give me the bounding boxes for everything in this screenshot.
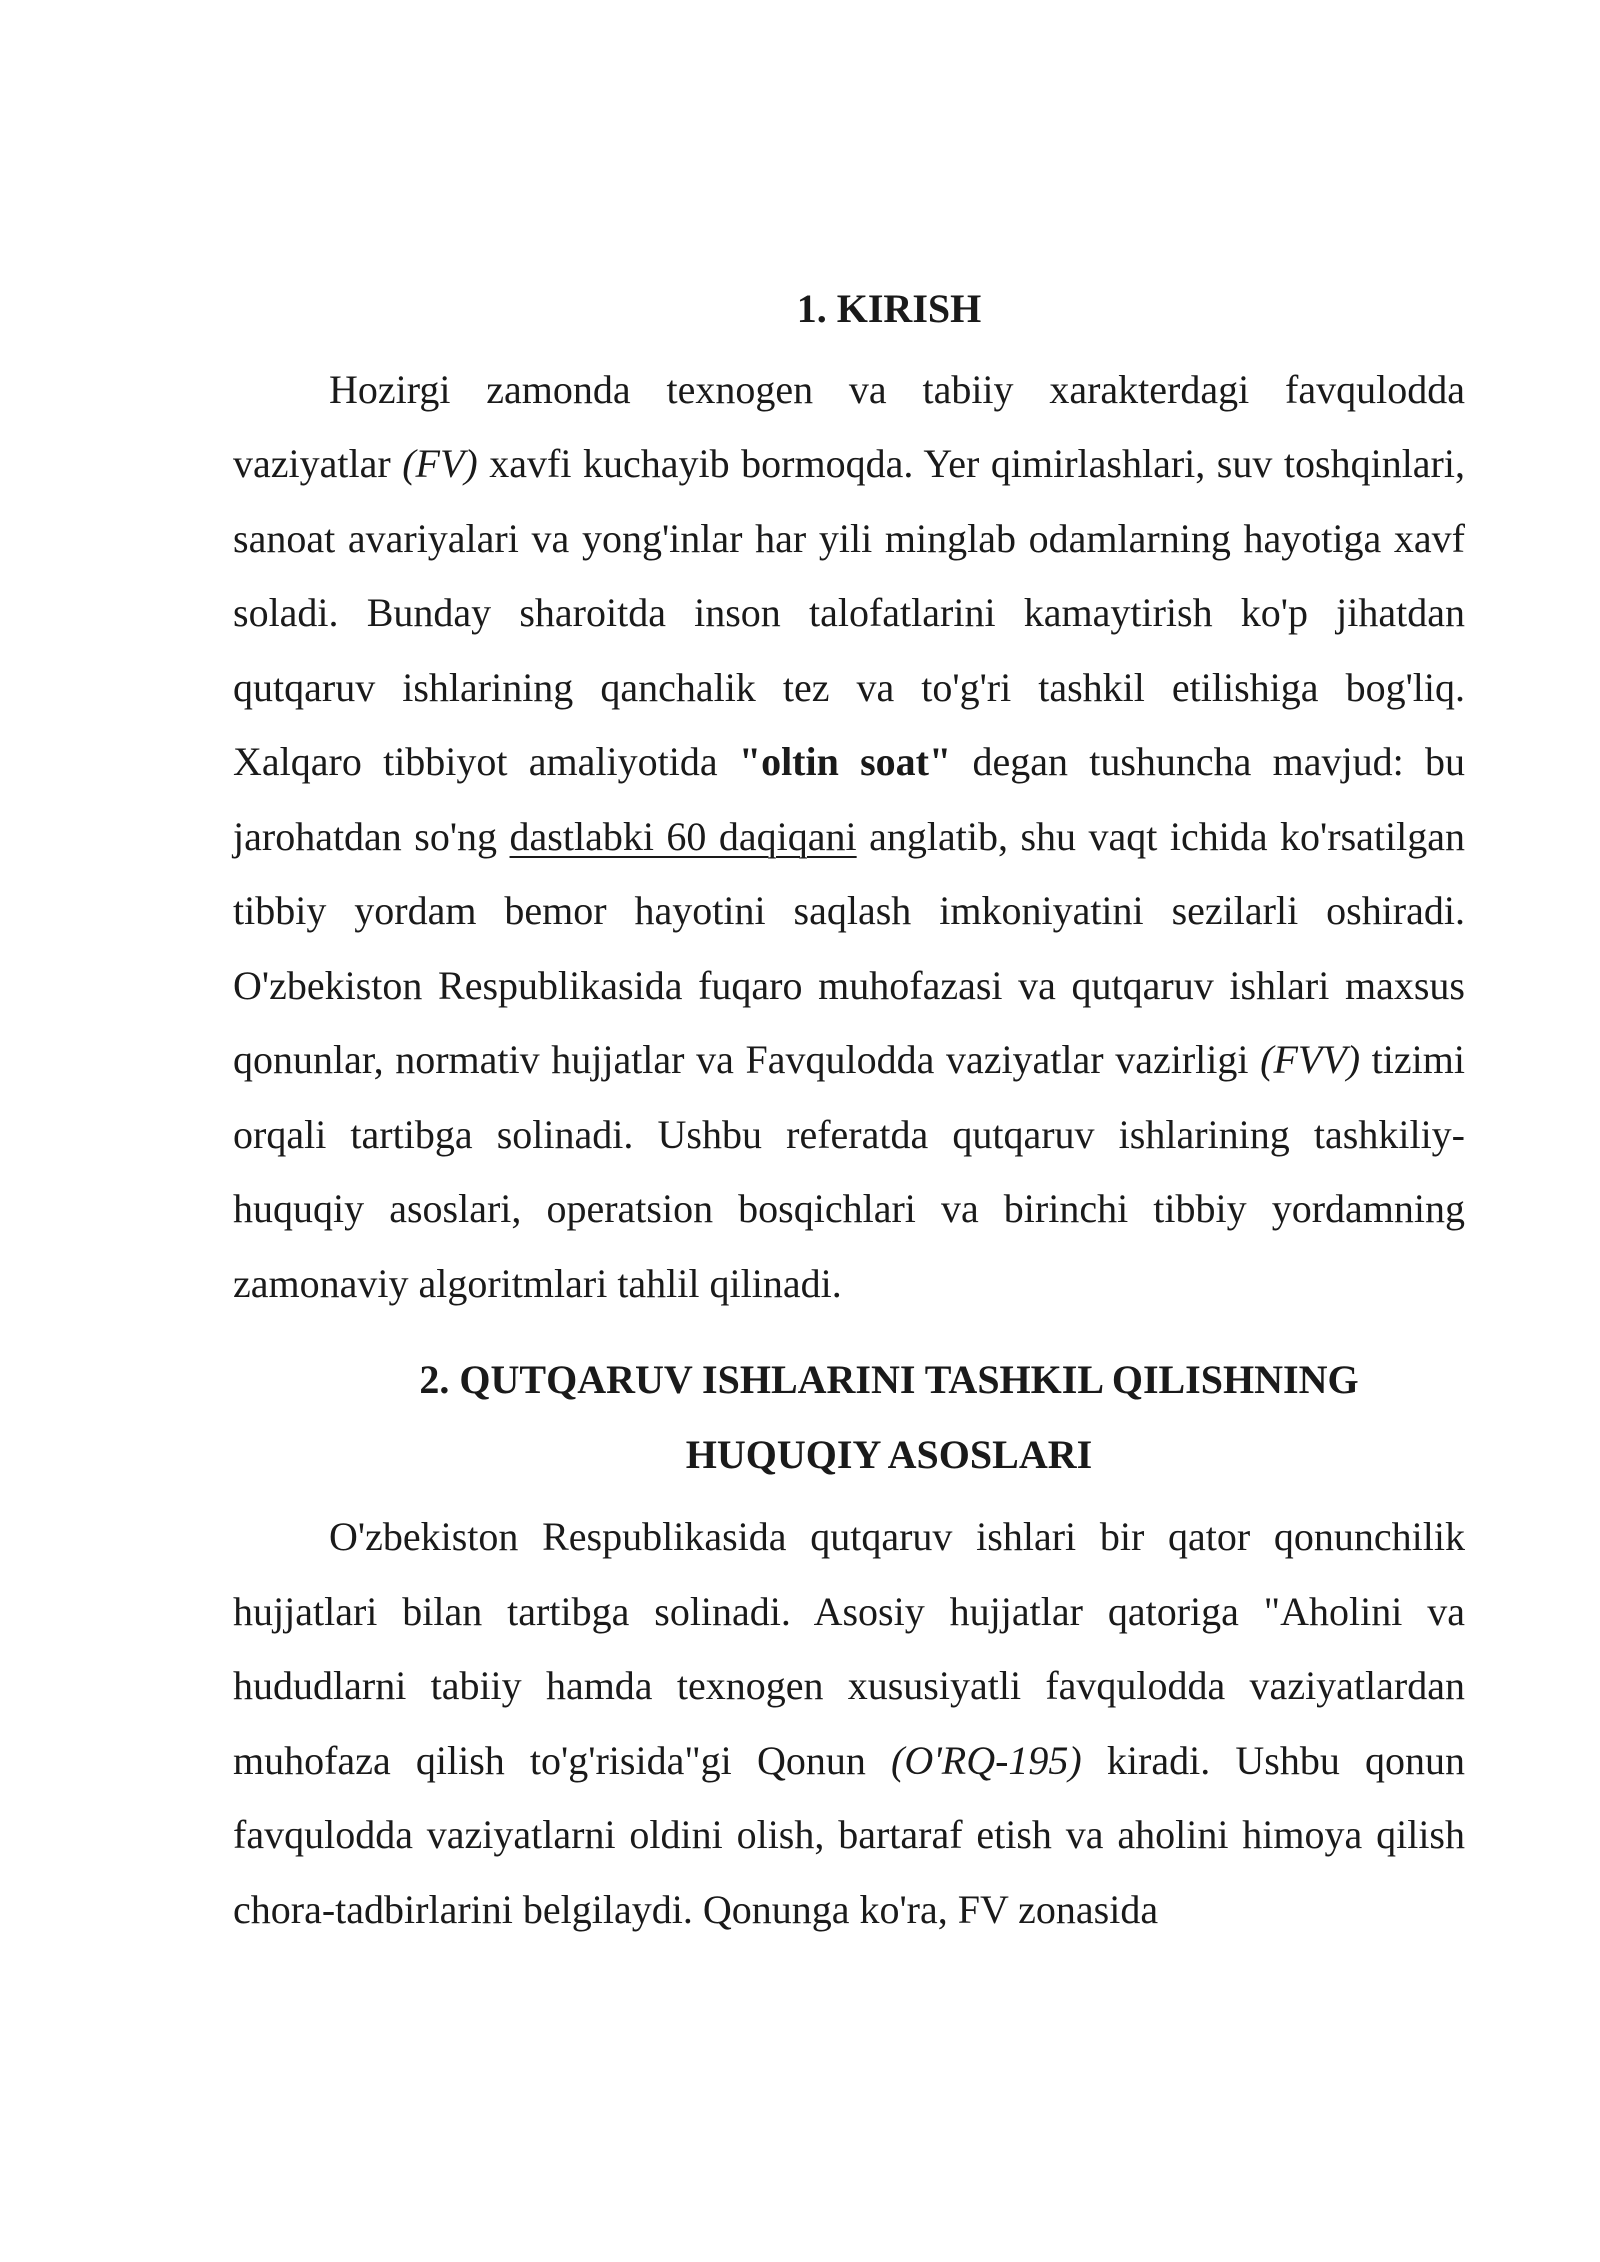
section-2-heading [233, 1343, 1465, 1492]
section-2-heading-line-1: 2. QUTQARUV ISHLARINI TASHKIL QILISHNING [419, 1357, 1359, 1402]
section-2-paragraph [233, 1500, 1465, 1947]
text-run: degan tushuncha mavjud: bu jarohatdan so'ng [233, 739, 1465, 859]
abbreviation-fv: (FV) [402, 441, 478, 486]
page-content [233, 272, 1465, 1947]
text-run: O'zbekiston Respublikasida qutqaruv ishlari bir qator qonunchilik hujjatlari bilan tartibga solinadi. Asosiy hujjatlar qatoriga "Aholini va hududlarni tabiiy hamda texnogen xususiyatli favqulodda vaziyatlardan muhofaza qilish to'g'risida"gi Qonun [233, 1514, 1465, 1783]
abbreviation-fvv: (FVV) [1260, 1037, 1361, 1082]
underlined-phrase: dastlabki 60 daqiqani [509, 813, 857, 859]
text-run: anglatib, shu vaqt ichida ko'rsatilgan tibbiy yordam bemor hayotini saqlash imkoniyatini sezilarli oshiradi. O'zbekiston Respublikasida fuqaro muhofazasi va qutqaruv ishlari maxsus qonunlar, normativ hujjatlar va Favqulodda vaziyatlar vazirligi [233, 813, 1465, 1082]
section-1-heading: 1. KIRISH [796, 286, 982, 331]
law-reference: (O'RQ-195) [891, 1737, 1082, 1783]
term-oltin-soat: "oltin soat" [738, 739, 952, 784]
text-run: xavfi kuchayib bormoqda. Yer qimirlashlari, suv toshqinlari, sanoat avariyalari va yong'inlar har yili minglab odamlarning hayotiga xavf soladi. Bunday sharoitda inson talofatlarini kamaytirish ko'p jihatdan qutqaruv ishlarining qanchalik tez va to'g'ri tashkil etilishiga bog'liq. Xalqaro tibbiyot amaliyotida [233, 441, 1465, 784]
section-1-paragraph [233, 353, 1465, 1322]
text-run: Hozirgi zamonda texnogen va tabiiy xarakterdagi favqulodda vaziyatlar [233, 366, 1465, 486]
text-run: tizimi orqali tartibga solinadi. Ushbu referatda qutqaruv ishlarining tashkiliy-huquqiy asoslari, operatsion bosqichlari va birinchi tibbiy yordamning zamonaviy algoritmlari tahlil qilinadi. [233, 1037, 1466, 1306]
section-2-heading-line-2: HUQUQIY ASOSLARI [685, 1431, 1093, 1477]
text-run: kiradi. Ushbu qonun favqulodda vaziyatlarni oldini olish, bartaraf etish va aholini himoya qilish chora-tadbirlarini belgilaydi. Qonunga ko'ra, FV zonasida [233, 1737, 1465, 1932]
